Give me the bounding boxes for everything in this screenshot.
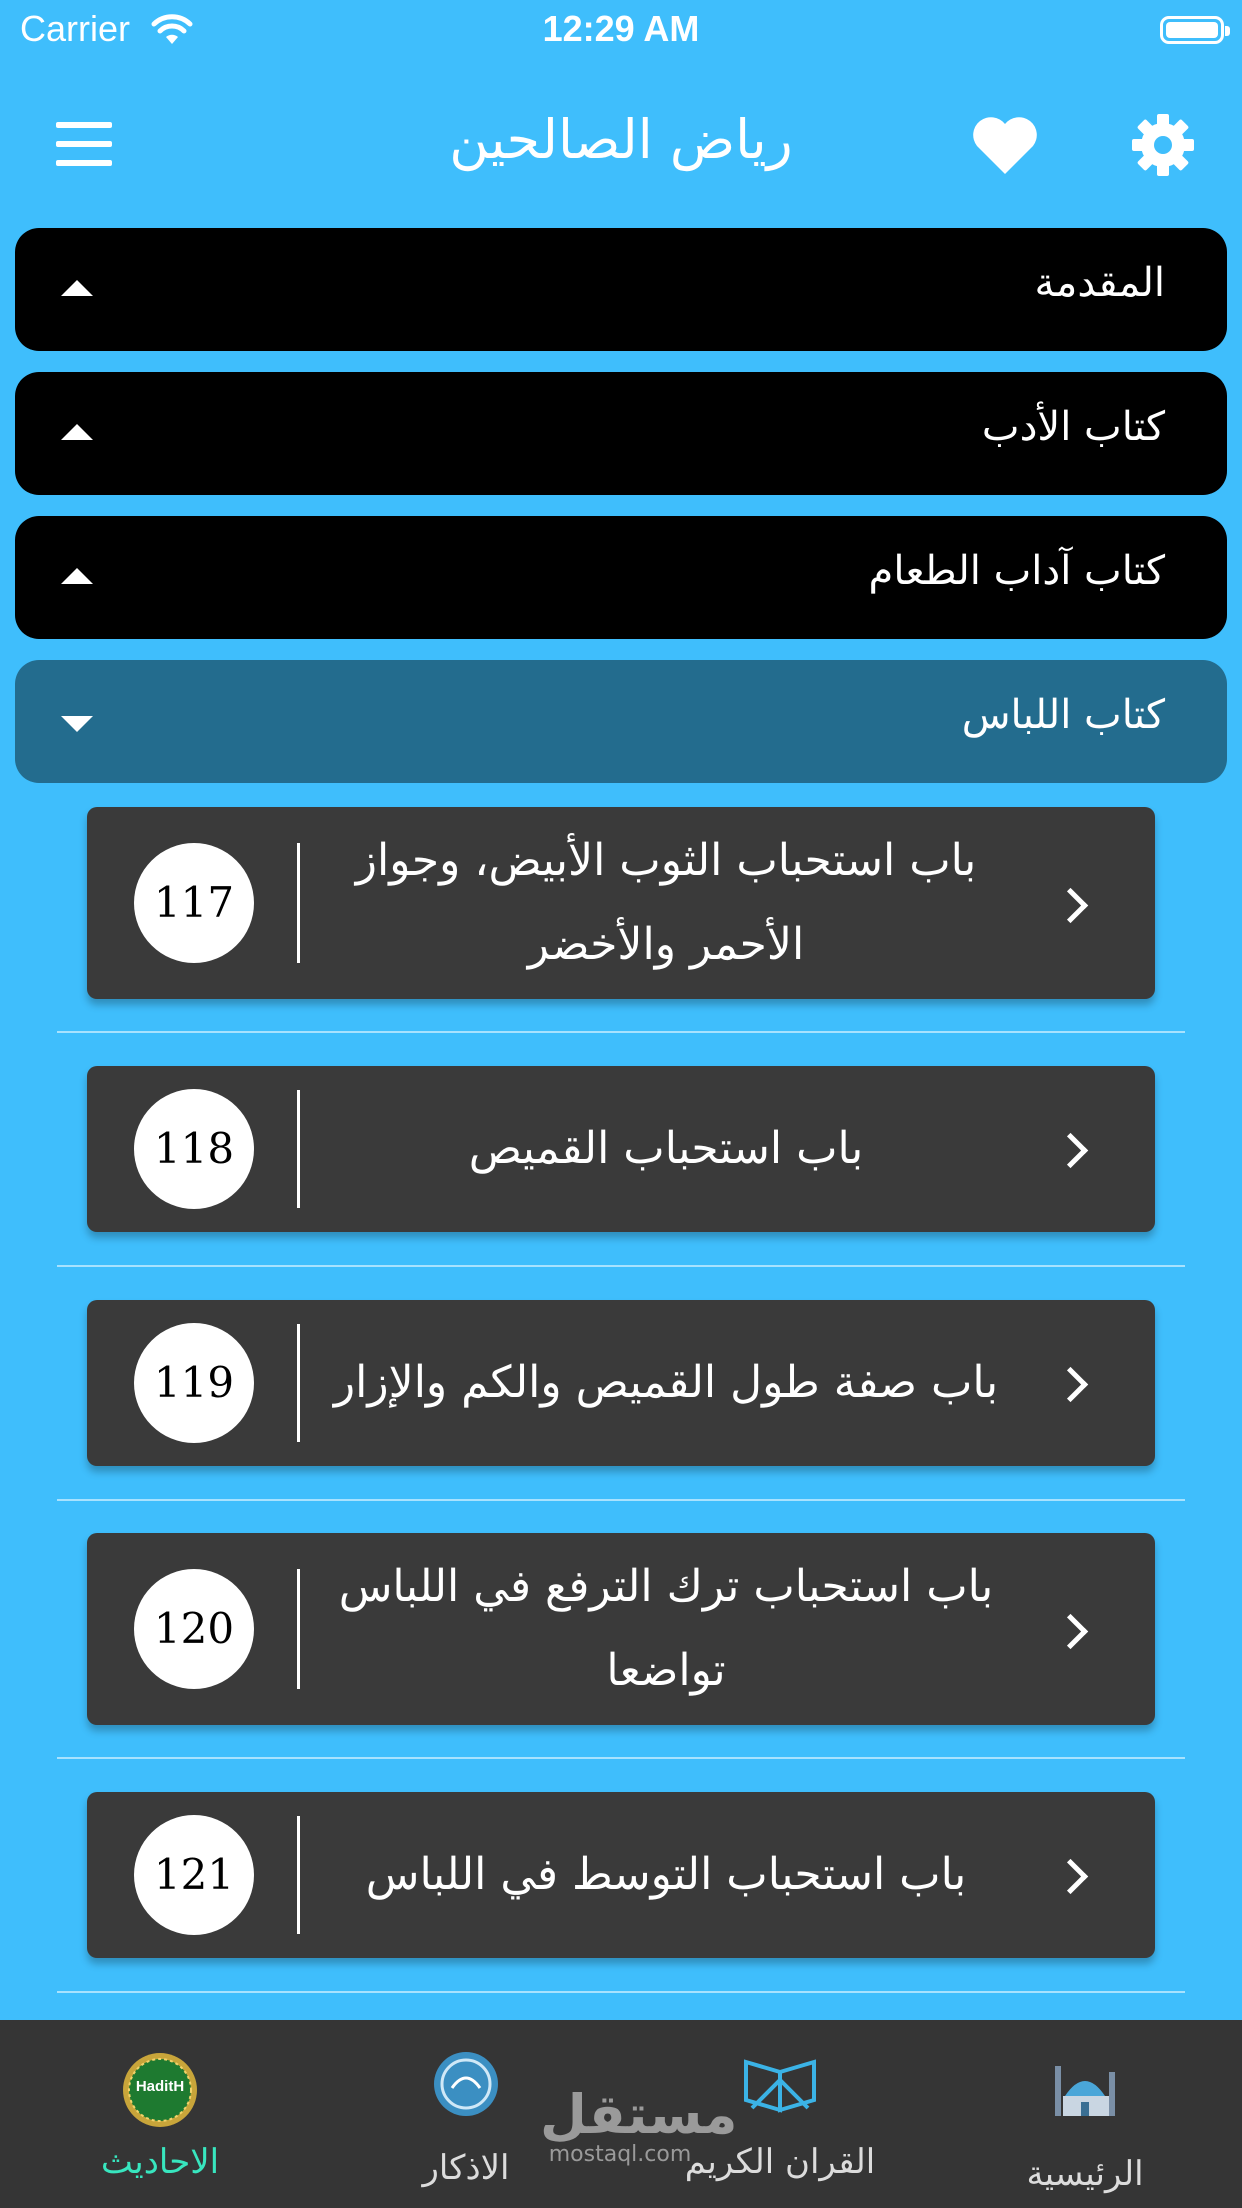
tab-home[interactable] xyxy=(985,2020,1185,2208)
tab-label: الرئيسية xyxy=(1026,2154,1144,2194)
chapter-title: باب استحباب التوسط في اللباس xyxy=(365,1849,967,1900)
divider xyxy=(57,1499,1185,1501)
azkar-icon xyxy=(430,2048,502,2120)
caret-up-icon xyxy=(61,424,93,440)
section-clothing[interactable] xyxy=(15,660,1227,783)
caret-down-icon xyxy=(61,716,93,732)
carrier-label: Carrier xyxy=(20,8,131,49)
separator xyxy=(297,1324,300,1442)
chapter-row-117[interactable] xyxy=(87,807,1155,999)
mosque-icon xyxy=(1049,2056,1121,2120)
status-time: 12:29 AM xyxy=(542,8,700,49)
chapter-number: 120 xyxy=(134,1569,254,1689)
status-bar xyxy=(0,0,1242,62)
chevron-right-icon xyxy=(1053,1133,1088,1168)
gear-icon[interactable] xyxy=(1130,112,1196,178)
chevron-right-icon xyxy=(1053,888,1088,923)
chapter-row-120[interactable] xyxy=(87,1533,1155,1725)
tab-hadith[interactable] xyxy=(60,2020,260,2208)
caret-up-icon xyxy=(61,280,93,296)
chapter-title: باب صفة طول القميص والكم والإزار xyxy=(333,1357,999,1408)
section-label: كتاب الأدب xyxy=(981,404,1165,450)
section-label: كتاب اللباس xyxy=(961,692,1165,738)
tab-azkar[interactable] xyxy=(366,2020,566,2208)
chapter-row-121[interactable] xyxy=(87,1792,1155,1958)
chapter-number: 119 xyxy=(134,1323,254,1443)
watermark-url: mostaql.com xyxy=(548,2142,692,2167)
separator xyxy=(297,843,300,963)
heart-icon[interactable] xyxy=(970,114,1040,176)
chapter-title: باب استحباب القميص xyxy=(468,1123,864,1174)
divider xyxy=(57,1031,1185,1033)
separator xyxy=(297,1569,300,1689)
divider xyxy=(57,1265,1185,1267)
battery-icon xyxy=(1160,16,1224,44)
divider xyxy=(57,1757,1185,1759)
caret-up-icon xyxy=(61,568,93,584)
tab-label: الاذكار xyxy=(422,2148,510,2188)
chapter-title: باب استحباب الثوب الأبيض، وجواز الأحمر والأخضر xyxy=(355,835,977,970)
page-title: رياض الصالحين xyxy=(449,108,793,171)
quran-icon xyxy=(740,2058,820,2114)
watermark xyxy=(540,2083,738,2167)
chevron-right-icon xyxy=(1053,1367,1088,1402)
section-food-etiquette[interactable] xyxy=(15,516,1227,639)
section-muqaddima[interactable] xyxy=(15,228,1227,351)
chevron-right-icon xyxy=(1053,1859,1088,1894)
chapter-number: 117 xyxy=(134,843,254,963)
section-label: المقدمة xyxy=(1034,260,1165,306)
section-label: كتاب آداب الطعام xyxy=(868,548,1165,594)
chapter-row-119[interactable] xyxy=(87,1300,1155,1466)
separator xyxy=(297,1816,300,1934)
chapter-title: باب استحباب ترك الترفع في اللباس تواضعا xyxy=(338,1561,994,1696)
chapter-row-118[interactable] xyxy=(87,1066,1155,1232)
chevron-right-icon xyxy=(1053,1614,1088,1649)
watermark-text: مستقل xyxy=(540,2083,738,2146)
chapter-number: 118 xyxy=(134,1089,254,1209)
chapter-number: 121 xyxy=(134,1815,254,1935)
nav-bar xyxy=(0,62,1242,222)
tab-label: الاحاديث xyxy=(100,2142,220,2182)
hadith-badge-text: HaditH xyxy=(135,2078,185,2095)
tab-label: القران الكريم xyxy=(684,2142,876,2182)
separator xyxy=(297,1090,300,1208)
section-adab[interactable] xyxy=(15,372,1227,495)
divider xyxy=(57,1991,1185,1993)
